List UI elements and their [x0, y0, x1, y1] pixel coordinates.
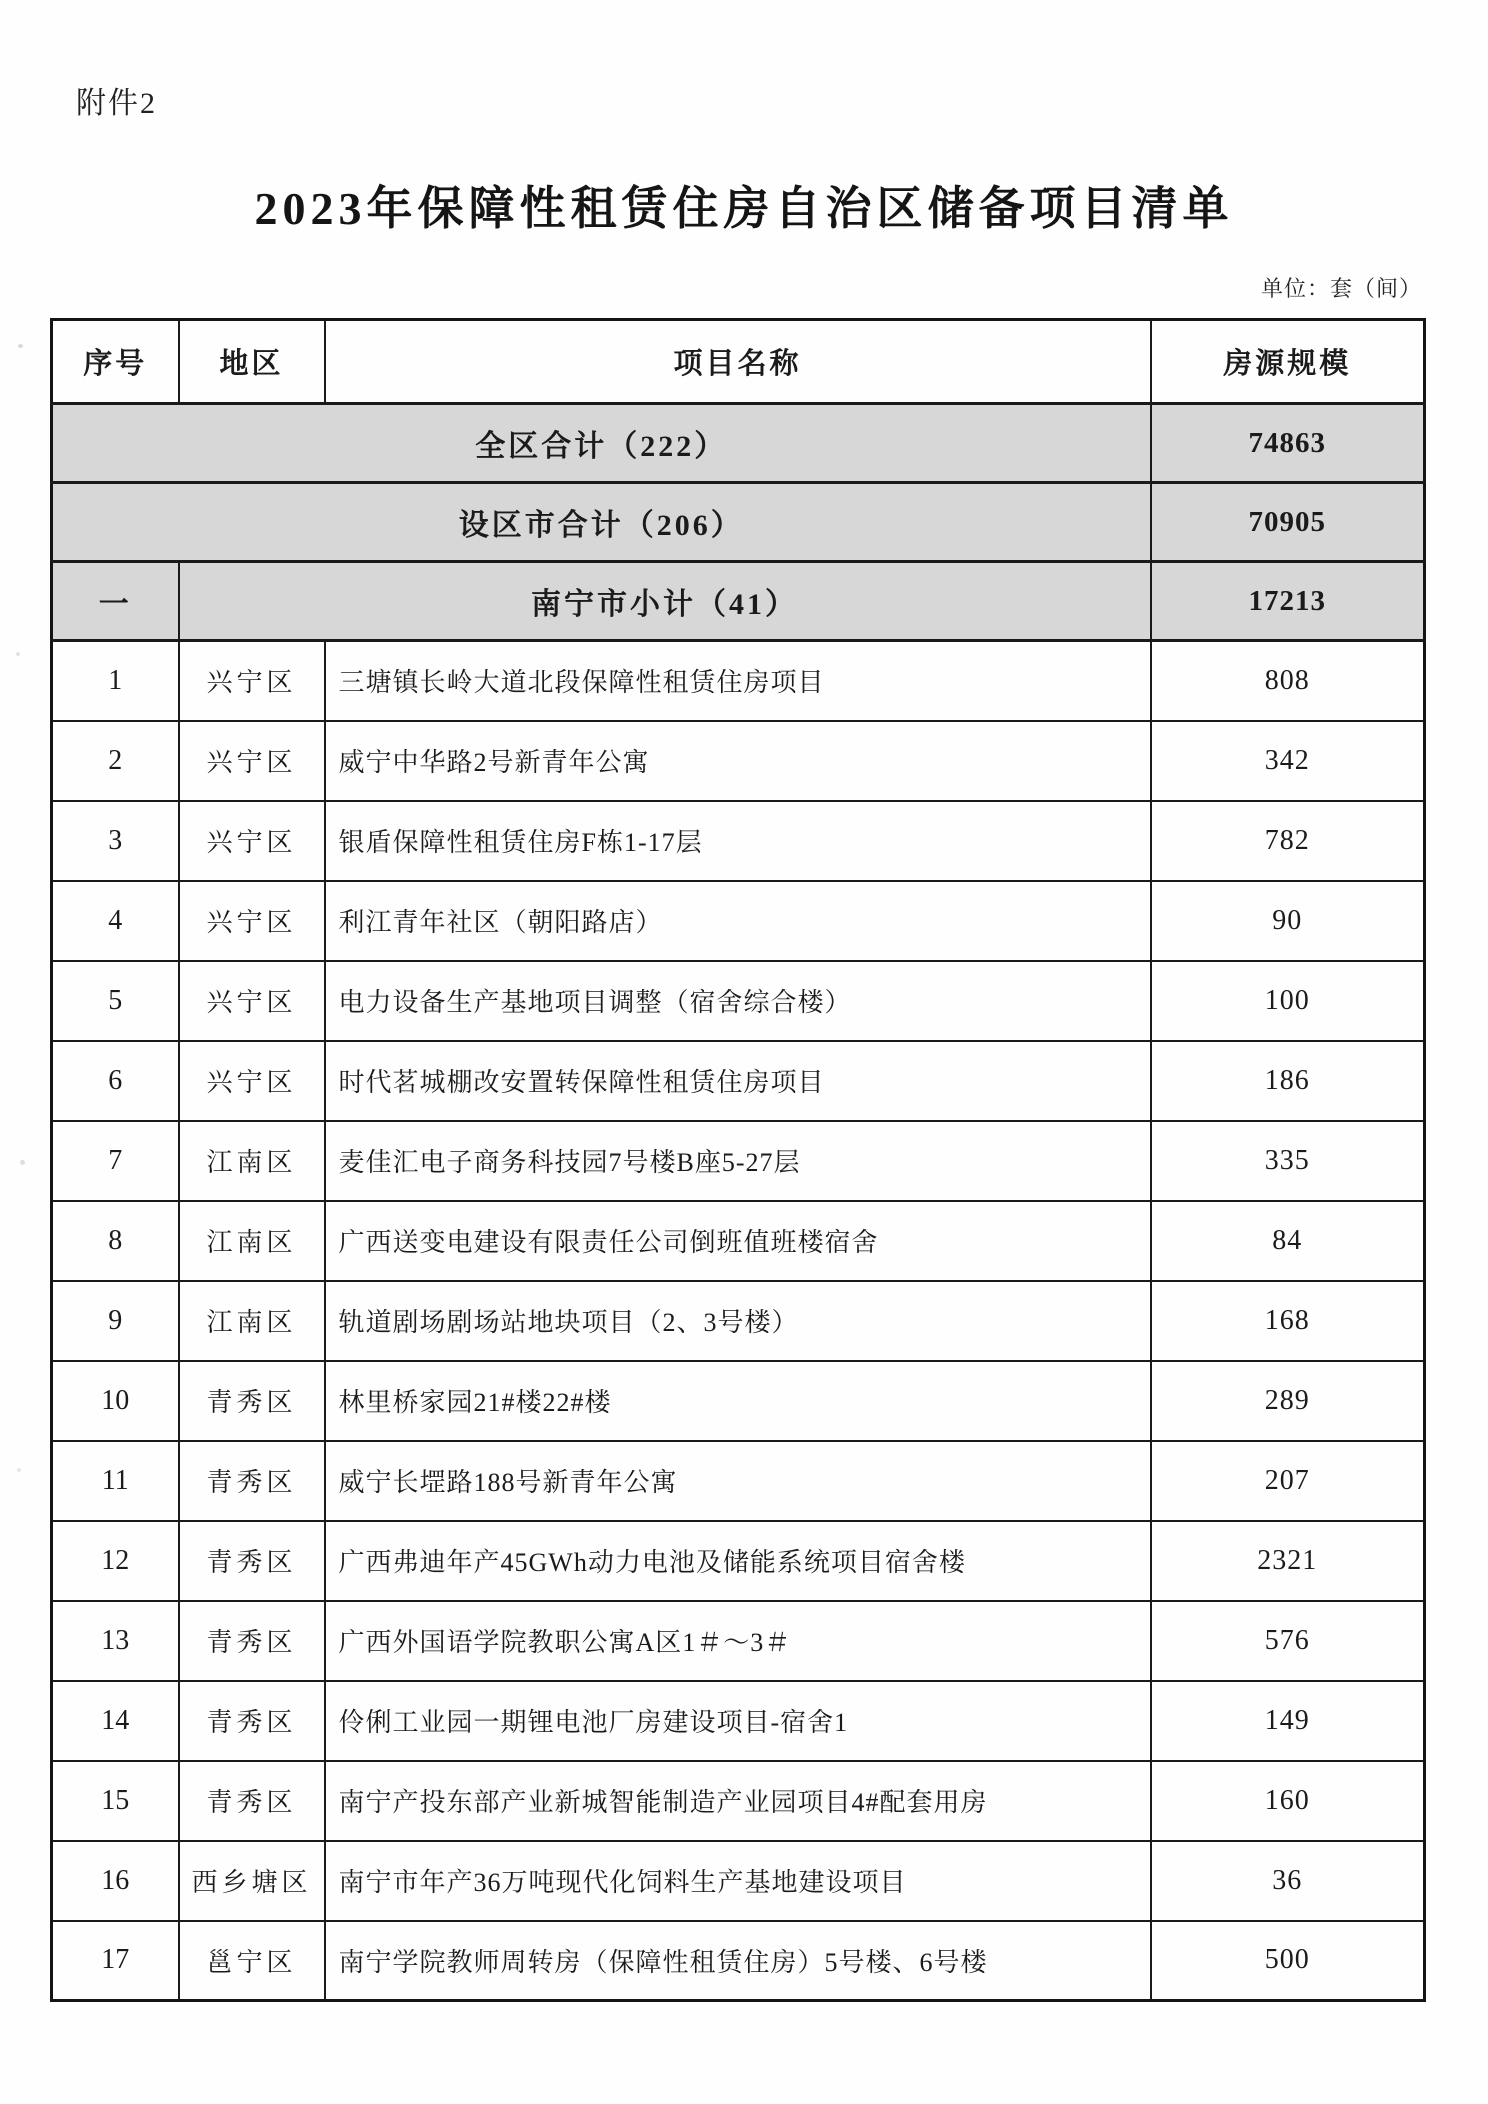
- district-cell: 邕宁区: [179, 1921, 325, 2001]
- table-row: [52, 1201, 1425, 1281]
- row-number-cell: 10: [52, 1361, 179, 1441]
- table-row: [52, 1761, 1425, 1841]
- table-row: [52, 961, 1425, 1041]
- subtotal-no: 一: [52, 562, 179, 641]
- row-number-cell: 12: [52, 1521, 179, 1601]
- page-title: 2023年保障性租赁住房自治区储备项目清单: [254, 183, 1234, 234]
- project-name-cell: 广西弗迪年产45GWh动力电池及储能系统项目宿舍楼: [325, 1521, 1151, 1601]
- district-cell: 青秀区: [179, 1361, 325, 1441]
- header-project: 项目名称: [325, 320, 1151, 404]
- scale-cell: 782: [1151, 801, 1425, 881]
- scan-speck: [18, 344, 23, 348]
- district-cell: 兴宁区: [179, 961, 325, 1041]
- table-row: [52, 801, 1425, 881]
- subtotal-scale: 17213: [1151, 562, 1425, 641]
- project-name-cell: 南宁学院教师周转房（保障性租赁住房）5号楼、6号楼: [325, 1921, 1151, 2001]
- project-name-cell: 南宁市年产36万吨现代化饲料生产基地建设项目: [325, 1841, 1151, 1921]
- header-district: 地区: [179, 320, 325, 404]
- table-row: [52, 1841, 1425, 1921]
- row-number-cell: 2: [52, 721, 179, 801]
- summary-label: 设区市合计（206）: [52, 483, 1151, 562]
- table-row: [52, 1681, 1425, 1761]
- subtotal-label: 南宁市小计（41）: [179, 562, 1151, 641]
- project-name-cell: 广西外国语学院教职公寓A区1＃～3＃: [325, 1601, 1151, 1681]
- table-row: [52, 641, 1425, 721]
- project-name-cell: 威宁中华路2号新青年公寓: [325, 721, 1151, 801]
- district-cell: 江南区: [179, 1121, 325, 1201]
- summary-scale: 74863: [1151, 404, 1425, 483]
- project-name-cell: 三塘镇长岭大道北段保障性租赁住房项目: [325, 641, 1151, 721]
- scale-cell: 149: [1151, 1681, 1425, 1761]
- district-cell: 青秀区: [179, 1521, 325, 1601]
- project-name-cell: 时代茗城棚改安置转保障性租赁住房项目: [325, 1041, 1151, 1121]
- scale-cell: 335: [1151, 1121, 1425, 1201]
- row-number-cell: 17: [52, 1921, 179, 2001]
- scale-cell: 2321: [1151, 1521, 1425, 1601]
- scale-cell: 808: [1151, 641, 1425, 721]
- unit-note: 单位：套（间）: [1260, 276, 1422, 301]
- table-row: [52, 721, 1425, 801]
- project-name-cell: 银盾保障性租赁住房F栋1-17层: [325, 801, 1151, 881]
- table-row: [52, 881, 1425, 961]
- summary-row-total: [52, 404, 1425, 483]
- project-name-cell: 利江青年社区（朝阳路店）: [325, 881, 1151, 961]
- table-row: [52, 1281, 1425, 1361]
- scale-cell: 289: [1151, 1361, 1425, 1441]
- row-number-cell: 9: [52, 1281, 179, 1361]
- header-scale: 房源规模: [1151, 320, 1425, 404]
- table-row: [52, 1121, 1425, 1201]
- row-number-cell: 11: [52, 1441, 179, 1521]
- row-number-cell: 15: [52, 1761, 179, 1841]
- project-name-cell: 伶俐工业园一期锂电池厂房建设项目-宿舍1: [325, 1681, 1151, 1761]
- row-number-cell: 16: [52, 1841, 179, 1921]
- scan-speck: [16, 652, 20, 656]
- district-cell: 青秀区: [179, 1761, 325, 1841]
- project-name-cell: 南宁产投东部产业新城智能制造产业园项目4#配套用房: [325, 1761, 1151, 1841]
- district-cell: 西乡塘区: [179, 1841, 325, 1921]
- table-row: [52, 1041, 1425, 1121]
- table-row: [52, 1921, 1425, 2001]
- district-cell: 兴宁区: [179, 801, 325, 881]
- district-cell: 青秀区: [179, 1441, 325, 1521]
- table-row: [52, 1361, 1425, 1441]
- scale-cell: 500: [1151, 1921, 1425, 2001]
- district-cell: 兴宁区: [179, 641, 325, 721]
- summary-scale: 70905: [1151, 483, 1425, 562]
- district-cell: 江南区: [179, 1281, 325, 1361]
- table-header-row: [52, 320, 1425, 404]
- summary-label: 全区合计（222）: [52, 404, 1151, 483]
- district-cell: 青秀区: [179, 1601, 325, 1681]
- table-row: [52, 1441, 1425, 1521]
- row-number-cell: 13: [52, 1601, 179, 1681]
- row-number-cell: 5: [52, 961, 179, 1041]
- row-number-cell: 1: [52, 641, 179, 721]
- scale-cell: 84: [1151, 1201, 1425, 1281]
- scale-cell: 168: [1151, 1281, 1425, 1361]
- project-name-cell: 广西送变电建设有限责任公司倒班值班楼宿舍: [325, 1201, 1151, 1281]
- header-no: 序号: [52, 320, 179, 404]
- project-name-cell: 电力设备生产基地项目调整（宿舍综合楼）: [325, 961, 1151, 1041]
- row-number-cell: 6: [52, 1041, 179, 1121]
- summary-row-cities: [52, 483, 1425, 562]
- subtotal-row-nanning: [52, 562, 1425, 641]
- table-row: [52, 1601, 1425, 1681]
- project-name-cell: 林里桥家园21#楼22#楼: [325, 1361, 1151, 1441]
- scale-cell: 186: [1151, 1041, 1425, 1121]
- district-cell: 兴宁区: [179, 881, 325, 961]
- scale-cell: 90: [1151, 881, 1425, 961]
- scale-cell: 36: [1151, 1841, 1425, 1921]
- scale-cell: 160: [1151, 1761, 1425, 1841]
- district-cell: 兴宁区: [179, 1041, 325, 1121]
- table-row: [52, 1521, 1425, 1601]
- district-cell: 青秀区: [179, 1681, 325, 1761]
- project-name-cell: 麦佳汇电子商务科技园7号楼B座5-27层: [325, 1121, 1151, 1201]
- project-name-cell: 轨道剧场剧场站地块项目（2、3号楼）: [325, 1281, 1151, 1361]
- row-number-cell: 8: [52, 1201, 179, 1281]
- scan-speck: [17, 1468, 21, 1472]
- scale-cell: 342: [1151, 721, 1425, 801]
- row-number-cell: 4: [52, 881, 179, 961]
- scale-cell: 576: [1151, 1601, 1425, 1681]
- scale-cell: 207: [1151, 1441, 1425, 1521]
- district-cell: 江南区: [179, 1201, 325, 1281]
- row-number-cell: 14: [52, 1681, 179, 1761]
- projects-table: [50, 318, 1426, 2002]
- row-number-cell: 3: [52, 801, 179, 881]
- attachment-label: 附件2: [76, 87, 157, 120]
- scan-speck: [20, 1160, 25, 1165]
- scale-cell: 100: [1151, 961, 1425, 1041]
- row-number-cell: 7: [52, 1121, 179, 1201]
- project-name-cell: 威宁长堽路188号新青年公寓: [325, 1441, 1151, 1521]
- district-cell: 兴宁区: [179, 721, 325, 801]
